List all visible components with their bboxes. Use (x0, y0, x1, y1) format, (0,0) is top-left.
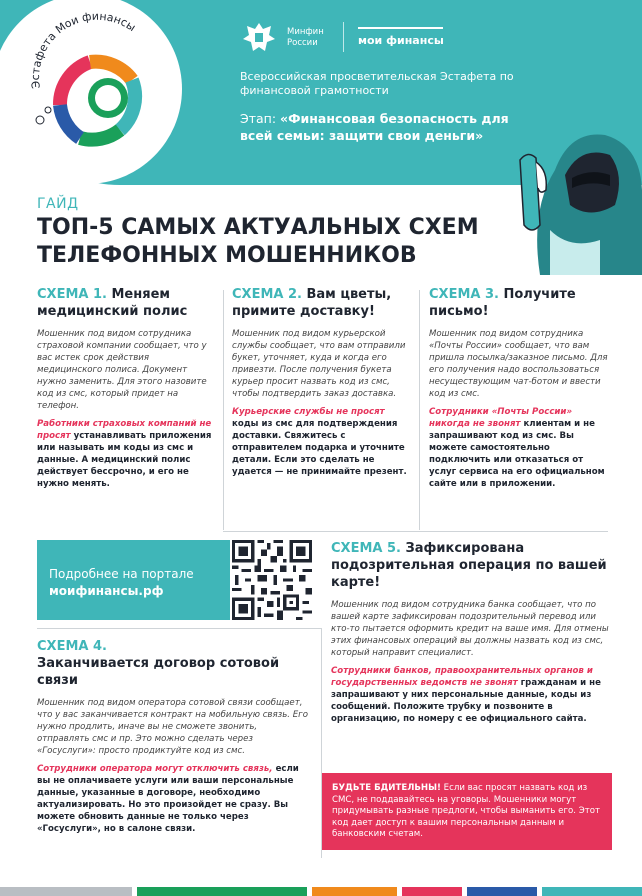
header-divider (343, 22, 344, 52)
scheme-3-heading: Получите письмо! (429, 287, 576, 319)
scheme-2-advice-text: коды из смс для подтверждения доставки. Свяжитесь с отправителем подарка и уточните детали. Если это сделать не удается — не принимайте презент. (232, 419, 407, 477)
column-divider-2 (419, 290, 420, 530)
scheme-5-advice-text: гражданам и не запрашивают у них персональные данные, коды из сообщений. Положите трубку и позвоните в организацию, по номеру с ее официального сайта. (331, 678, 601, 724)
main-title: ТОП-5 САМЫХ АКТУАЛЬНЫХ СХЕМ ТЕЛЕФОННЫХ МОШЕННИКОВ (37, 215, 479, 268)
scheme-2 (232, 286, 410, 478)
scheme-2-advice (232, 406, 410, 478)
column-divider-1 (223, 290, 224, 530)
scheme-2-warning: Курьерские службы не просят (232, 407, 385, 417)
scheme-3-number: СХЕМА 3. (429, 287, 499, 302)
scheme-4 (37, 638, 312, 835)
scheme-3-warning: Сотрудники «Почты России» никогда не звонят (429, 407, 573, 429)
stage-prefix: Этап: (240, 111, 281, 126)
scheme-4-warning: Сотрудники оператора могут отключить связь, (37, 764, 273, 774)
brand-line (358, 27, 443, 29)
scheme-4-description: Мошенник под видом оператора сотовой связи сообщает, что у вас заканчивается контракт на мобильную связь. Его нужно продлить, иначе вы не сможете звонить, отправлять смс и пр. Это можно сделать через «Госуслуги»: просто продиктуйте код из смс. (37, 698, 308, 756)
vigilance-alert (322, 773, 612, 850)
scheme-5-heading: Зафиксирована подозрительная операция по вашей карте! (331, 541, 607, 590)
row-divider (223, 531, 608, 532)
portal-banner[interactable] (37, 540, 230, 620)
scheme-3-description: Мошенник под видом сотрудника «Почты России» сообщает, что вам пришла посылка/заказное письмо. Для его получения надо воспользоваться несуществующим чат-ботом и ввести код из смс. (429, 329, 608, 399)
scheme-1-title (37, 286, 217, 320)
scheme-1-number: СХЕМА 1. (37, 287, 107, 302)
ministry-label (287, 27, 324, 49)
estafeta-subtitle: Всероссийская просветительская Эстафета по финансовой грамотности (240, 70, 514, 97)
scheme-1-advice-text: устанавливать приложения или называть им коды из смс и данные. А медицинский полис действует бессрочно, и его не нужно менять. (37, 431, 212, 489)
portal-text (49, 566, 194, 600)
scammer-illustration (510, 100, 642, 275)
scheme-5-description: Мошенник под видом сотрудника банка сообщает, что по вашей карте зафиксирован подозрительный перевод или кто-то пытается оформить кредит на ваше имя. Для отмены этих финансовых операций вы должны назвать код из смс, который направит специалист. (331, 600, 609, 658)
stage-title (240, 110, 540, 144)
portal-label: Подробнее на портале (49, 567, 194, 581)
scheme-5 (331, 540, 609, 725)
scheme-5-advice (331, 665, 609, 725)
scheme-2-number: СХЕМА 2. (232, 287, 302, 302)
bottom-color-bars (0, 887, 642, 896)
logo-arc-text: Эстафета Мои финансы (29, 10, 138, 90)
portal-link[interactable]: моифинансы.рф (49, 584, 164, 598)
alert-heading: БУДЬТЕ БДИТЕЛЬНЫ! (332, 783, 441, 793)
ministry-line-1: Минфин (287, 27, 324, 37)
scheme-1-advice (37, 418, 217, 490)
scheme-1-warning: Работники страховых компаний не просят (37, 419, 212, 441)
guide-label: ГАЙД (37, 196, 79, 212)
scheme-5-number: СХЕМА 5. (331, 541, 401, 556)
scheme-2-description: Мошенник под видом курьерской службы сообщает, что вам отправили букет, уточняет, куда и когда его привезти. После получения букета курьер просит назвать код из смс, чтобы подтвердить заказ доставка. (232, 329, 406, 399)
qr-code-icon[interactable] (232, 540, 312, 620)
ministry-line-2: России (287, 38, 318, 48)
scheme-4-advice (37, 763, 312, 835)
scheme-3 (429, 286, 609, 490)
scheme-3-advice-text: клиентам и не запрашивают код из смс. Вы можете самостоятельно подключить или отказаться от услуг сервиса на его официальном сайте или в приложении. (429, 419, 605, 489)
row-divider-left (37, 628, 322, 629)
alert-text: Если вас просят назвать код из СМС, не поддавайтесь на уговоры. Мошенники могут придумывать разные предлоги, чтобы выманить его. Этот код дает доступ к вашим персональным данным и банковским счетам. (332, 783, 600, 839)
scheme-4-title (37, 638, 312, 689)
scheme-2-heading: Вам цветы, примите доставку! (232, 287, 392, 319)
stage-name: «Финансовая безопасность для всей семьи: защити свои деньги» (240, 111, 509, 143)
scheme-4-advice-text: если вы не оплачиваете услуги или ваши персональные данные, указанные в договоре, необходимо актуализировать. Но это произойдет не сразу. Вы можете обновить данные не только через «Госуслуги», но в салоне связи. (37, 764, 299, 834)
scheme-3-advice (429, 406, 609, 490)
estafeta-logo (20, 10, 170, 160)
scheme-5-title (331, 540, 609, 591)
scheme-1-description: Мошенник под видом сотрудника страховой компании сообщает, что у вас истек срок действия медицинского полиса. Документ нужно заменить. Для этого назовите код из смс, который придет на телефон. (37, 329, 207, 411)
scheme-4-heading: Заканчивается договор сотовой связи (37, 656, 280, 688)
brand-name: мои финансы (358, 34, 444, 47)
eagle-emblem-icon (240, 20, 278, 56)
scheme-1-heading: Меняем медицинский полис (37, 287, 188, 319)
scheme-4-number: СХЕМА 4. (37, 639, 107, 654)
scheme-5-warning: Сотрудники банков, правоохранительных органов и государственных ведомств не звонят (331, 666, 593, 688)
scheme-1 (37, 286, 217, 490)
scheme-2-title (232, 286, 410, 320)
scheme-3-title (429, 286, 609, 320)
